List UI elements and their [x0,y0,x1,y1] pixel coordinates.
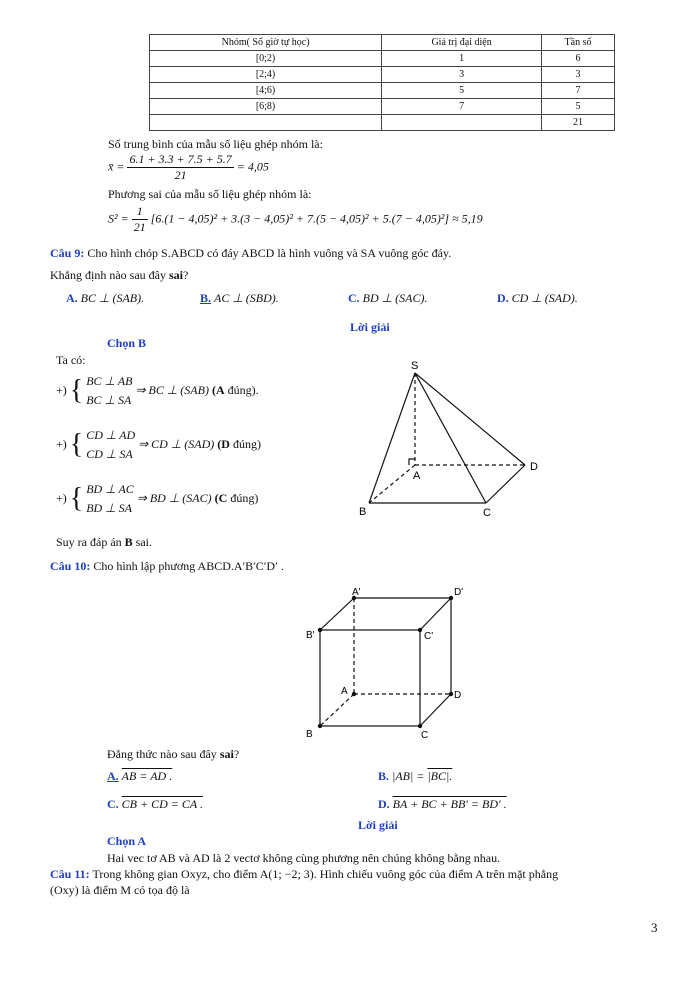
q9-label: Câu 9: [50,246,85,260]
q9-ask-bold: sai [168,268,183,282]
edge-a1b1 [320,598,354,630]
q9-ask-suffix: ? [183,268,189,282]
frequency-table [149,34,615,131]
vertex-a [352,692,356,696]
q11-text: Trong không gian Oxyz, cho điểm A(1; −2; 3). Hình chiếu vuông góc của điểm A trên mặt phẳng [92,867,559,881]
q9-choice: Chọn B [107,336,147,350]
front-face [320,630,420,726]
q10-ask-prefix: Đẳng thức nào sau đây [107,747,220,761]
table-cell: 21 [542,115,615,131]
q10-explain: Hai vec tơ AB và AD là 2 vectơ không cùng phương nên chúng không bằng nhau. [107,851,501,865]
option-key: A. [107,769,119,783]
vertex-b [318,724,322,728]
q9-text: Cho hình chóp S.ABCD có đáy ABCD là hình vuông và SA vuông góc đáy. [87,246,452,260]
table-header-cell: Giá trị đại diện [382,35,542,51]
option-key: C. [348,291,360,305]
brace-glyph: { [69,483,84,514]
q10-text: Cho hình lập phương ABCD.A′B′C′D′ . [93,559,284,573]
table-cell: [2;4) [150,67,382,83]
label-d1: D' [454,587,464,598]
table-row [150,67,615,83]
q10-option-b[interactable] [378,769,452,784]
q9-option-a[interactable] [66,291,144,306]
q10-statement [50,559,284,574]
label-c: C [421,730,429,741]
variance-numerator: 1 [132,204,148,220]
item-note-bold: (C [214,490,228,505]
table-cell: 7 [542,83,615,99]
option-left: |AB| = [392,769,425,783]
option-text: CD ⊥ (SAD). [511,291,578,305]
table-row [150,115,615,131]
option-key: B. [378,769,390,783]
label-a1: A' [352,587,361,598]
table-cell [382,115,542,131]
q9-item-1 [56,372,259,410]
table-row [150,99,615,115]
q10-solution-title: Lời giải [358,818,398,832]
item-line1: BD ⊥ AC [86,482,134,496]
page-number: 3 [651,920,658,935]
q10-ask-bold: sai [219,747,234,761]
mean-result: = 4,05 [236,159,269,174]
item-result: ⇒ CD ⊥ (SAD) [138,436,215,451]
table-cell: [6;8) [150,99,382,115]
variance-denominator: 21 [133,220,146,234]
conclusion-suffix: sai. [132,535,153,549]
table-row [150,83,615,99]
variance-formula [108,204,483,235]
q9-item-3 [56,480,258,518]
item-prefix: +) [56,490,67,505]
option-text: BC ⊥ (SAB). [80,291,145,305]
q10-choice: Chọn A [107,834,147,848]
q11-text-2: (Oxy) là điểm M có tọa độ là [50,883,190,897]
table-cell: [0;2) [150,51,382,67]
edge-sc [415,373,486,503]
item-line2: CD ⊥ SA [86,447,133,461]
table-header-cell: Tần số [542,35,615,51]
label-c1: C' [424,631,434,642]
q9-ask [50,268,188,283]
label-d: D [530,461,538,473]
label-c: C [483,507,491,519]
item-prefix: +) [56,382,67,397]
option-text: AC ⊥ (SBD). [214,291,279,305]
vertex-d [449,692,453,696]
label-s: S [411,360,419,372]
q9-ask-prefix: Khẳng định nào sau đây [50,268,169,282]
q10-option-d[interactable] [378,797,507,812]
table-cell: [4;6) [150,83,382,99]
q11-label: Câu 11: [50,867,90,881]
option-text: AB = AD . [121,769,173,783]
item-prefix: +) [56,436,67,451]
conclusion-prefix: Suy ra đáp án [56,535,125,549]
item-line2: BD ⊥ SA [86,501,132,515]
vertex-c [418,724,422,728]
option-key: B. [200,291,212,305]
variance-body: [6.(1 − 4,05)² + 3.(3 − 4,05)² + 7.(5 − 4,05)² + 5.(7 − 4,05)²] ≈ 5,19 [150,211,483,226]
q10-ask [107,747,239,762]
option-text: BD ⊥ (SAC). [362,291,428,305]
item-note: đúng) [229,436,261,451]
q9-conclusion [56,535,152,550]
q10-option-c[interactable] [107,797,203,812]
conclusion-bold: B [124,535,133,549]
item-note-bold: (D [217,436,230,451]
item-line1: BC ⊥ AB [86,374,133,388]
q9-option-c[interactable] [348,291,427,306]
vertex-c1 [418,628,422,632]
mean-lhs: x̄ = [108,159,125,174]
item-system [86,480,134,518]
pyramid-figure [355,355,555,525]
label-a: A [413,470,421,482]
option-key: D. [378,797,390,811]
table-cell: 3 [542,67,615,83]
table-cell: 7 [382,99,542,115]
mean-denominator: 21 [174,168,187,182]
q9-statement [50,246,451,261]
option-text: CB + CD = CA . [121,797,203,811]
table-header-row [150,35,615,51]
table-cell: 5 [382,83,542,99]
item-result: ⇒ BC ⊥ (SAB) [135,382,209,397]
vertex-b1 [318,628,322,632]
edge-cd [420,694,451,726]
brace-glyph: { [69,375,84,406]
q9-ta-co: Ta có: [56,353,86,367]
brace-glyph: { [69,429,84,460]
mean-fraction [127,152,233,183]
variance-lhs: S² = [108,211,129,226]
label-b: B [359,506,367,518]
q9-solution-title: Lời giải [350,320,390,334]
mean-formula [108,152,269,183]
item-system [86,426,135,464]
edge-ab [320,694,354,726]
mean-intro: Số trung bình của mẫu số liệu ghép nhóm là: [108,137,323,151]
q10-ask-suffix: ? [233,747,240,761]
label-b: B [306,729,313,740]
option-key: D. [497,291,509,305]
cube-figure [296,584,476,744]
table-row [150,51,615,67]
option-key: A. [66,291,78,305]
variance-fraction [132,204,148,235]
table-cell: 3 [382,67,542,83]
q9-item-2 [56,426,261,464]
q11-statement [50,867,558,882]
q10-label: Câu 10: [50,559,91,573]
vertex-d1 [449,596,453,600]
item-note: đúng). [224,382,259,397]
option-text: |BC|. [427,769,453,783]
edge-sd [415,373,525,465]
item-line2: BC ⊥ SA [86,393,132,407]
label-b1: B' [306,630,315,641]
item-result: ⇒ BD ⊥ (SAC) [136,490,212,505]
label-a: A [341,686,348,697]
item-note: đúng) [227,490,259,505]
option-text: BA + BC + BB′ = BD′ . [392,797,507,811]
edge-cd [486,465,525,503]
item-system [86,372,132,410]
edge-d1c1 [420,598,451,630]
option-key: C. [107,797,119,811]
table-cell [150,115,382,131]
q10-option-a[interactable] [107,769,172,784]
q9-option-d[interactable] [497,291,578,306]
q9-option-b[interactable] [200,291,279,306]
mean-numerator: 6.1 + 3.3 + 7.5 + 5.7 [129,152,232,166]
table-header-cell: Nhóm( Số giờ tự học) [150,35,382,51]
table-cell: 1 [382,51,542,67]
label-d: D [454,690,462,701]
item-note-bold: (A [211,382,225,397]
table-cell: 6 [542,51,615,67]
table-cell: 5 [542,99,615,115]
item-line1: CD ⊥ AD [86,428,136,442]
right-angle-mark [409,459,415,465]
variance-intro: Phương sai của mẫu số liệu ghép nhóm là: [108,187,312,201]
